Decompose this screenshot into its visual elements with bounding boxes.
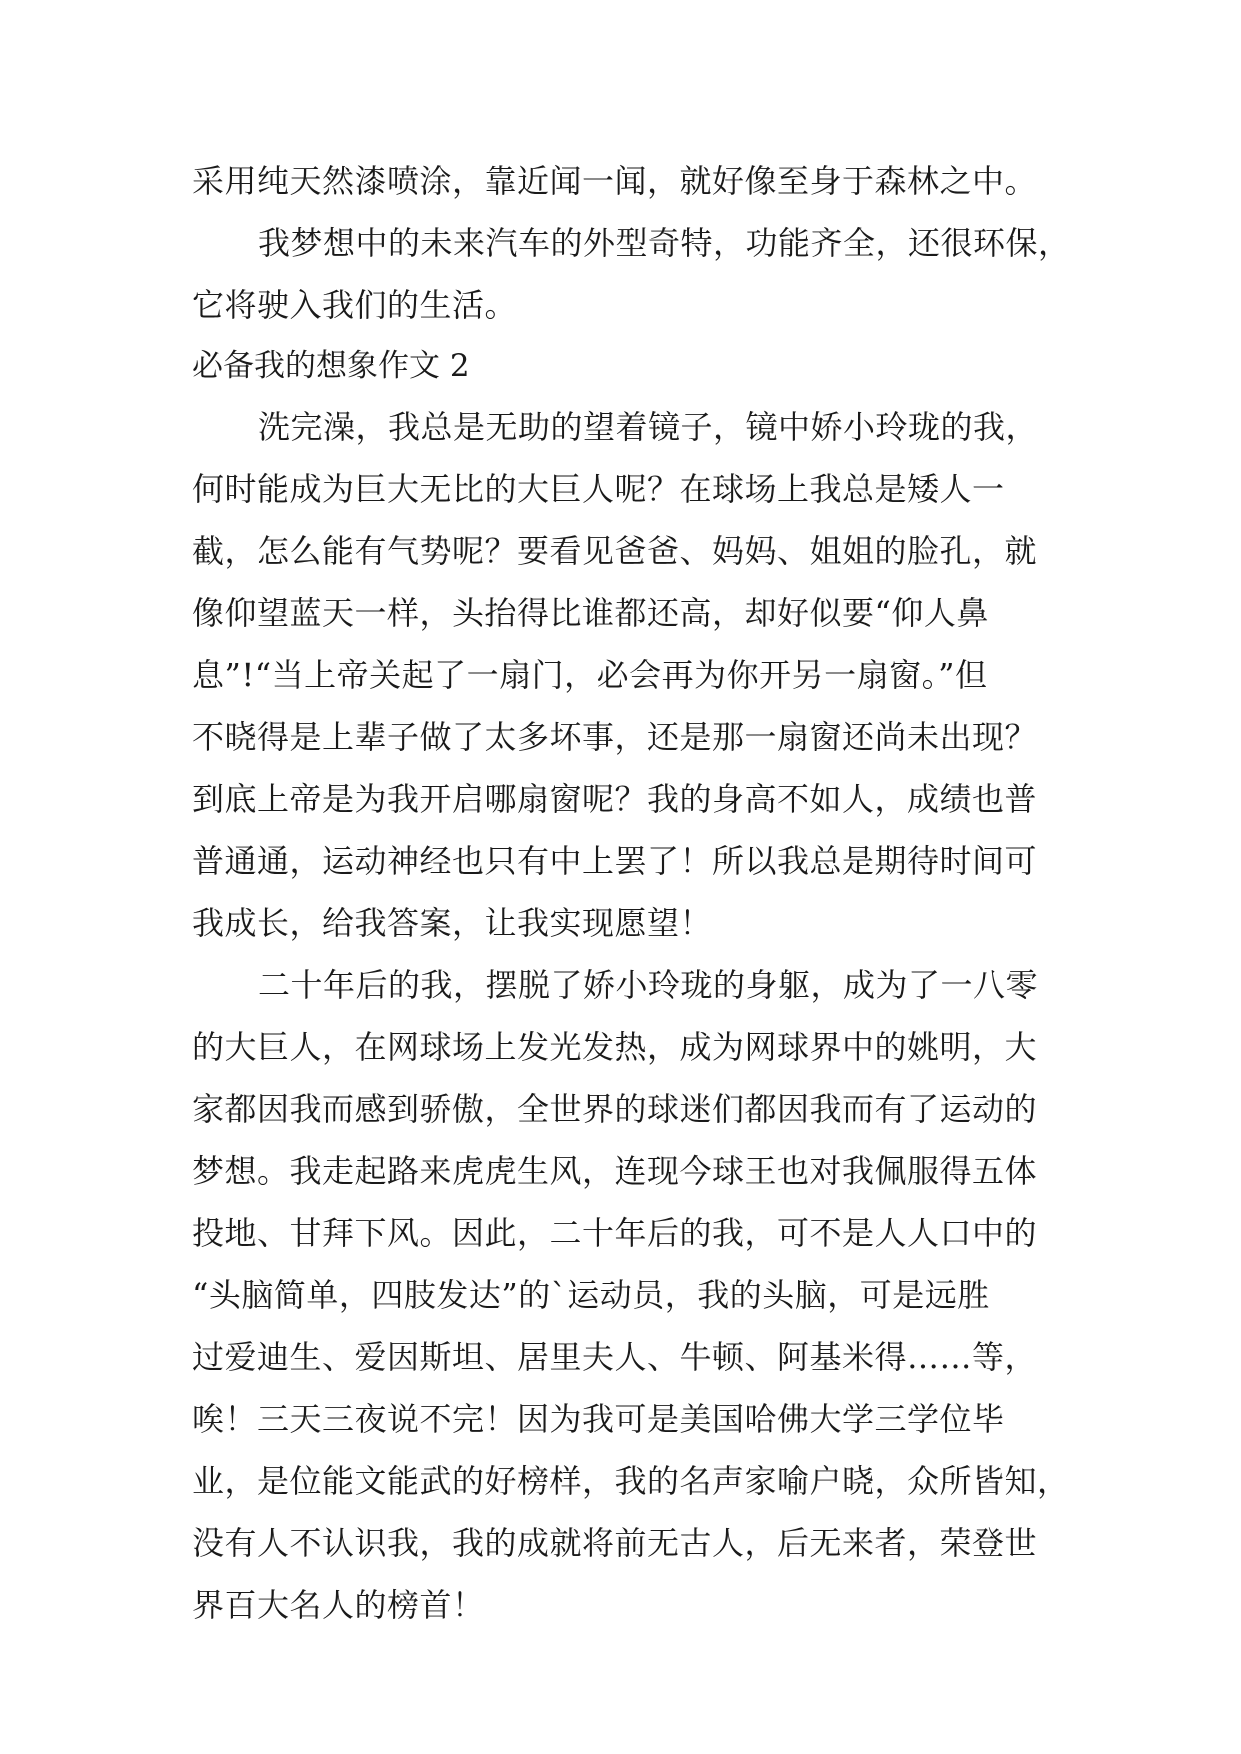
text-line: 梦想。我走起路来虎虎生风，连现今球王也对我佩服得五体 xyxy=(192,1152,1038,1190)
text-line: 何时能成为巨大无比的大巨人呢？在球场上我总是矮人一 xyxy=(192,470,1005,508)
text-line: 像仰望蓝天一样，头抬得比谁都还高，却好似要“仰人鼻 xyxy=(192,594,989,632)
text-line: 普通通，运动神经也只有中上罢了！所以我总是期待时间可 xyxy=(192,842,1038,880)
text-line: 它将驶入我们的生活。 xyxy=(192,286,518,324)
text-line: 我梦想中的未来汽车的外型奇特，功能齐全，还很环保， xyxy=(258,224,1071,262)
text-line: 家都因我而感到骄傲，全世界的球迷们都因我而有了运动的 xyxy=(192,1090,1038,1128)
text-line: 业，是位能文能武的好榜样，我的名声家喻户晓，众所皆知， xyxy=(192,1462,1070,1500)
text-line: 过爱迪生、爱因斯坦、居里夫人、牛顿、阿基米得……等， xyxy=(192,1338,1038,1376)
text-line: 界百大名人的榜首！ xyxy=(192,1586,485,1624)
text-line: 唉！三天三夜说不完！因为我可是美国哈佛大学三学位毕 xyxy=(192,1400,1005,1438)
text-line: “头脑简单，四肢发达”的`运动员，我的头脑，可是远胜 xyxy=(192,1276,990,1314)
text-line: 的大巨人，在网球场上发光发热，成为网球界中的姚明，大 xyxy=(192,1028,1038,1066)
text-line: 息”!“当上帝关起了一扇门，必会再为你开另一扇窗。”但 xyxy=(192,656,988,694)
text-line: 到底上帝是为我开启哪扇窗呢？我的身高不如人，成绩也普 xyxy=(192,780,1038,818)
section-heading: 必备我的想象作文 2 xyxy=(192,348,470,384)
text-line: 截，怎么能有气势呢？要看见爸爸、妈妈、姐姐的脸孔，就 xyxy=(192,532,1038,570)
text-line: 不晓得是上辈子做了太多坏事，还是那一扇窗还尚未出现？ xyxy=(192,718,1038,756)
text-line: 我成长，给我答案，让我实现愿望！ xyxy=(192,904,713,942)
text-line: 投地、甘拜下风。因此，二十年后的我，可不是人人口中的 xyxy=(192,1214,1038,1252)
text-line: 二十年后的我，摆脱了娇小玲珑的身躯，成为了一八零 xyxy=(258,966,1039,1004)
text-line: 没有人不认识我，我的成就将前无古人，后无来者，荣登世 xyxy=(192,1524,1038,1562)
text-line: 采用纯天然漆喷涂，靠近闻一闻，就好像至身于森林之中。 xyxy=(192,162,1038,200)
document-body xyxy=(192,150,1072,1636)
text-line: 洗完澡，我总是无助的望着镜子，镜中娇小玲珑的我， xyxy=(258,408,1039,446)
